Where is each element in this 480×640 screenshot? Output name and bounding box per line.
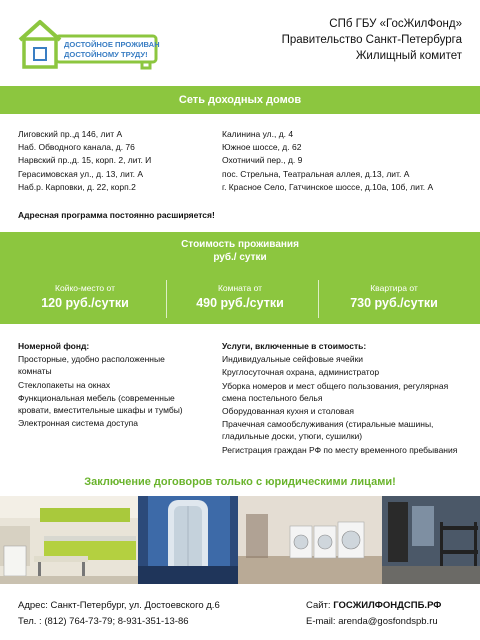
site-label: Сайт: [306, 600, 331, 611]
address-item: Южное шоссе, д. 62 [222, 142, 302, 153]
address-item: г. Красное Село, Гатчинское шоссе, д.10а, 10б, лит. А [222, 181, 434, 192]
feature-item: Просторные, удобно расположенные комнаты [18, 354, 165, 377]
address-item: Нарвский пр.,д. 15, корп. 2, лит. И [18, 155, 152, 166]
price-label: Койко-место от [55, 283, 115, 293]
logo-line1: ДОСТОЙНОЕ ПРОЖИВАНИЕ [64, 40, 160, 49]
footer-site-row [306, 598, 441, 614]
footer-web [306, 598, 441, 630]
address-list-left [18, 128, 218, 194]
address-item: Наб. Обводного канала, д. 76 [18, 142, 135, 153]
price-title [0, 238, 480, 264]
footer-address: Адрес: Санкт-Петербург, ул. Достоевского д.6 [18, 600, 220, 611]
included-services [222, 340, 474, 456]
price-label: Комната от [217, 283, 263, 293]
network-title: Сеть доходных домов [0, 86, 480, 114]
price-value: 730 руб./сутки [350, 296, 438, 310]
service-item: Индивидуальные сейфовые ячейки [222, 354, 364, 365]
address-list-right [222, 128, 472, 194]
price-band [0, 232, 480, 324]
room-features [18, 340, 198, 429]
feature-item: Электронная система доступа [18, 418, 138, 429]
price-room [165, 282, 315, 316]
service-item: Регистрация граждан РФ по месту временного пребывания [222, 444, 458, 455]
footer-contacts [18, 598, 220, 630]
price-label: Квартира от [370, 283, 418, 293]
kitchen-photo [0, 496, 138, 584]
price-title-line1: Стоимость проживания [181, 239, 299, 250]
price-value: 490 руб./сутки [196, 296, 284, 310]
service-item: Оборудованная кухня и столовая [222, 406, 354, 417]
email-label: E-mail: [306, 616, 336, 627]
logo [14, 14, 160, 72]
site-link[interactable]: ГОСЖИЛФОНДСПБ.РФ [333, 600, 442, 611]
feature-item: Стеклопакеты на окнах [18, 379, 111, 390]
footer-email-row [306, 614, 441, 630]
footer-phone: Тел. : (812) 764-73-79; 8-931-351-13-86 [18, 616, 189, 627]
org-government: Правительство Санкт-Петербурга [281, 34, 462, 46]
organization-block [282, 16, 462, 64]
price-apartment [319, 282, 469, 316]
price-bed [10, 282, 160, 316]
bedroom-photo [382, 496, 480, 584]
service-item: Круглосуточная охрана, администратор [222, 367, 380, 378]
price-title-line2: руб./ сутки [213, 252, 267, 263]
address-item: пос. Стрельна, Театральная аллея, д.13, лит. А [222, 168, 410, 179]
email-link[interactable]: arenda@gosfondspb.ru [338, 616, 438, 627]
service-item: Уборка номеров и мест общего пользования, регулярная смена постельного белья [222, 380, 449, 403]
address-item: Охотничий пер., д. 9 [222, 155, 303, 166]
org-name: СПб ГБУ «ГосЖилФонд» [329, 18, 462, 30]
contract-note: Заключение договоров только с юридическими лицами! [84, 476, 396, 488]
shower-photo [138, 496, 238, 584]
header [0, 0, 480, 84]
org-committee: Жилищный комитет [355, 50, 462, 62]
house-key-logo-icon [14, 14, 160, 72]
logo-line2: ДОСТОЙНОМУ ТРУДУ! [64, 50, 148, 59]
footer [0, 598, 480, 640]
address-item: Калинина ул., д. 4 [222, 129, 294, 139]
expanding-program-note: Адресная программа постоянно расширяется! [18, 210, 215, 220]
photo-strip [0, 496, 480, 584]
feature-item: Функциональная мебель (современные кровати, вместительные шкафы и тумбы) [18, 392, 183, 416]
service-item: Прачечная самообслуживания (стиральные машины, гладильные доски, утюги, сушилки) [222, 419, 434, 442]
address-item: Герасимовская ул., д. 13, лит. А [18, 168, 144, 179]
address-item: Лиговский пр.,д 146, лит А [18, 129, 123, 139]
laundry-photo [238, 496, 382, 584]
address-item: Наб.р. Карповки, д. 22, корп.2 [18, 181, 136, 192]
price-value: 120 руб./сутки [41, 296, 129, 310]
services-title: Услуги, включенные в стоимость: [222, 341, 367, 351]
room-features-title: Номерной фонд: [18, 341, 90, 351]
